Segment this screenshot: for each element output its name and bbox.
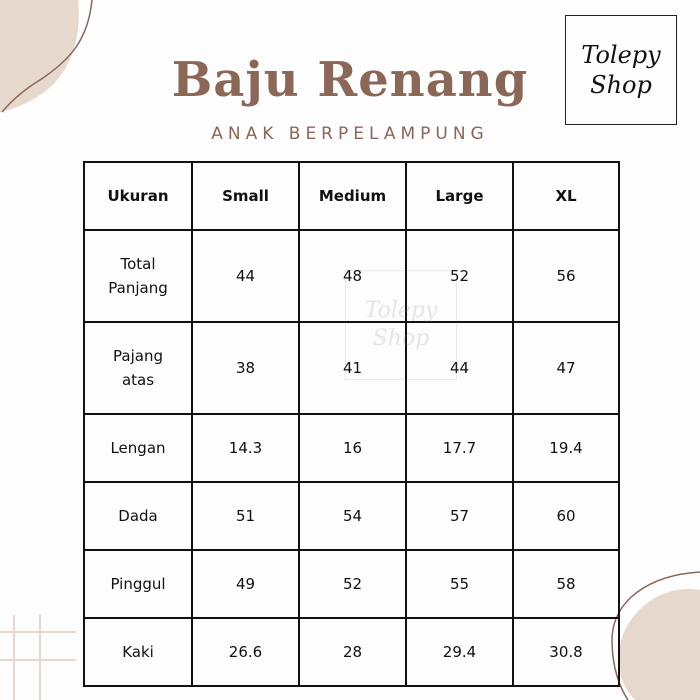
table-row: [84, 550, 619, 618]
table-header-row: [84, 162, 619, 230]
watermark-line-2: Shop: [372, 326, 430, 351]
table-cell: 16: [299, 414, 406, 482]
size-chart-table: [83, 161, 620, 687]
table-cell: 14.3: [192, 414, 299, 482]
bottom-right-blob: [618, 589, 700, 700]
table-cell: 57: [406, 482, 513, 550]
row-label: Pajang atas: [84, 322, 192, 414]
table-cell: 28: [299, 618, 406, 686]
table-cell: 17.7: [406, 414, 513, 482]
bottom-left-grid: [0, 615, 76, 700]
table-cell: 52: [406, 230, 513, 322]
row-label: Lengan: [84, 414, 192, 482]
header-cell: Small: [192, 162, 299, 230]
header-cell: Ukuran: [84, 162, 192, 230]
table-cell: 44: [406, 322, 513, 414]
table-cell: 41: [299, 322, 406, 414]
table-cell: 60: [513, 482, 619, 550]
table-row: [84, 414, 619, 482]
logo-line-2: Shop: [590, 71, 652, 99]
table-cell: 29.4: [406, 618, 513, 686]
table-row: [84, 618, 619, 686]
table-cell: 58: [513, 550, 619, 618]
header-cell: XL: [513, 162, 619, 230]
shop-logo: [565, 15, 677, 125]
table-row: [84, 230, 619, 322]
table-row: [84, 322, 619, 414]
table-cell: 19.4: [513, 414, 619, 482]
table-cell: 49: [192, 550, 299, 618]
table-cell: 47: [513, 322, 619, 414]
page-subtitle: ANAK BERPELAMPUNG: [211, 124, 489, 144]
table-cell: 44: [192, 230, 299, 322]
logo-line-1: Tolepy: [581, 41, 661, 69]
row-label: Dada: [84, 482, 192, 550]
header-cell: Medium: [299, 162, 406, 230]
row-label: Total Panjang: [84, 230, 192, 322]
watermark-line-1: Tolepy: [364, 298, 438, 323]
table-row: [84, 482, 619, 550]
table-cell: 54: [299, 482, 406, 550]
page-title: Baju Renang: [171, 52, 529, 108]
row-label: Kaki: [84, 618, 192, 686]
row-label: Pinggul: [84, 550, 192, 618]
header-cell: Large: [406, 162, 513, 230]
table-cell: 38: [192, 322, 299, 414]
table-cell: 30.8: [513, 618, 619, 686]
table-cell: 55: [406, 550, 513, 618]
table-cell: 56: [513, 230, 619, 322]
table-cell: 51: [192, 482, 299, 550]
table-cell: 48: [299, 230, 406, 322]
table-cell: 26.6: [192, 618, 299, 686]
table-cell: 52: [299, 550, 406, 618]
